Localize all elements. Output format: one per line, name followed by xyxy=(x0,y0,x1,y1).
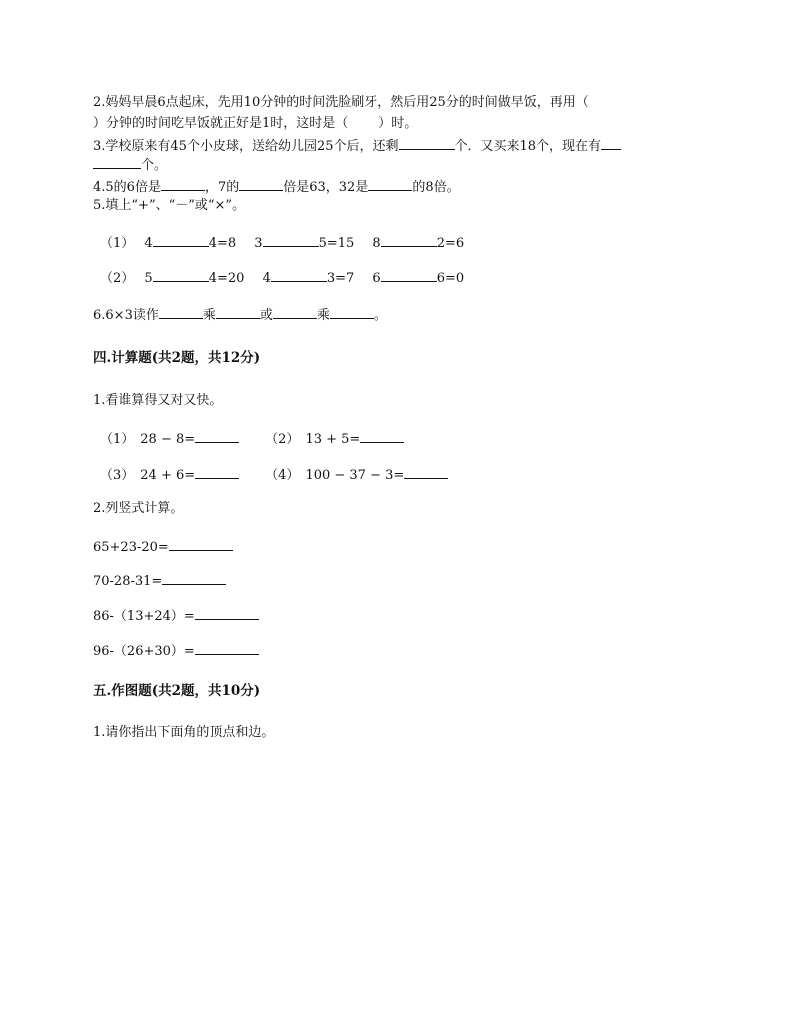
question-3-line-2 xyxy=(93,155,167,175)
question-4-text: ，7的 xyxy=(204,180,240,195)
answer-blank[interactable] xyxy=(399,136,455,150)
question-2-line-2 xyxy=(93,115,417,133)
operator-blank[interactable] xyxy=(271,268,327,282)
operand: 5 xyxy=(144,271,153,286)
question-5-text: 5.填上“+”、“－”或“×”。 xyxy=(93,198,246,213)
answer-blank[interactable] xyxy=(404,465,448,479)
section-heading-text: 四.计算题(共2题，共12分) xyxy=(93,350,261,366)
answer-blank[interactable] xyxy=(195,465,239,479)
section-4-heading xyxy=(93,349,260,367)
question-2-text: 2.妈妈早晨6点起床，先用10分钟的时间洗脸刷牙，然后用25分的时间做早饭，再用（ xyxy=(93,95,589,110)
question-2-text-end: ）时。 xyxy=(378,116,418,131)
row-label: （2） xyxy=(100,271,135,286)
expression: 96-（26+30）= xyxy=(93,644,195,659)
calc-1-row-2 xyxy=(100,465,448,485)
expression: 70-28-31= xyxy=(93,574,163,589)
item-label: （4） xyxy=(265,468,300,483)
draw-1-text: 1.请你指出下面角的顶点和边。 xyxy=(93,725,275,740)
answer-blank[interactable] xyxy=(601,136,621,150)
operand: 4=8 xyxy=(208,236,237,251)
question-6-text: 乘 xyxy=(316,308,330,323)
expression: 86-（13+24）= xyxy=(93,609,195,624)
question-3-text: 3.学校原来有45个小皮球，送给幼儿园25个后，还剩 xyxy=(93,139,399,154)
item-label: （3） xyxy=(100,468,135,483)
question-6-text: 或 xyxy=(259,308,273,323)
calc-1-title xyxy=(93,392,222,410)
question-5-title xyxy=(93,197,245,215)
item-label: （1） xyxy=(100,432,135,447)
expression: 28 − 8= xyxy=(140,432,196,447)
question-2-text-cont: ）分钟的时间吃早饭就正好是1时，这时是（ xyxy=(93,116,349,131)
answer-blank[interactable] xyxy=(216,305,260,319)
expression: 24 + 6= xyxy=(140,468,196,483)
operator-blank[interactable] xyxy=(381,233,437,247)
answer-blank[interactable] xyxy=(273,305,317,319)
question-4-text: 4.5的6倍是 xyxy=(93,180,161,195)
calc-2-text: 2.列竖式计算。 xyxy=(93,501,184,516)
answer-blank[interactable] xyxy=(360,429,404,443)
operand: 6 xyxy=(372,271,381,286)
question-3-text-cont: 个．又买来18个，现在有 xyxy=(454,139,602,154)
question-5-row-2 xyxy=(100,268,464,288)
question-5-row-1 xyxy=(100,233,464,253)
calc-2-item xyxy=(93,537,233,557)
calc-2-title xyxy=(93,500,183,518)
operand: 5=15 xyxy=(318,236,355,251)
answer-blank[interactable] xyxy=(195,429,239,443)
question-6-text: 6.6×3读作 xyxy=(93,308,159,323)
operand: 4=20 xyxy=(208,271,245,286)
operand: 8 xyxy=(372,236,381,251)
answer-blank[interactable] xyxy=(330,305,374,319)
calc-2-item xyxy=(93,641,259,661)
calc-2-item xyxy=(93,606,259,626)
answer-blank[interactable] xyxy=(169,537,233,551)
answer-blank[interactable] xyxy=(159,305,203,319)
section-5-heading xyxy=(93,682,260,700)
expression: 13 + 5= xyxy=(305,432,361,447)
answer-blank[interactable] xyxy=(195,641,259,655)
operand: 2=6 xyxy=(436,236,465,251)
operator-blank[interactable] xyxy=(153,268,209,282)
operator-blank[interactable] xyxy=(381,268,437,282)
question-6-text: 。 xyxy=(373,308,387,323)
question-3-line-1 xyxy=(93,136,621,156)
question-3-text-end: 个。 xyxy=(141,158,168,173)
answer-blank[interactable] xyxy=(239,177,283,191)
answer-blank[interactable] xyxy=(195,606,259,620)
question-2-line-1 xyxy=(93,94,589,112)
question-4-text: 的8倍。 xyxy=(412,180,460,195)
answer-blank[interactable] xyxy=(368,177,412,191)
question-4 xyxy=(93,177,460,197)
question-4-text: 倍是63，32是 xyxy=(283,180,369,195)
draw-1-title xyxy=(93,724,274,742)
operand: 4 xyxy=(144,236,153,251)
calc-1-text: 1.看谁算得又对又快。 xyxy=(93,393,223,408)
item-label: （2） xyxy=(265,432,300,447)
operand: 4 xyxy=(262,271,271,286)
operand: 3=7 xyxy=(326,271,355,286)
question-6-text: 乘 xyxy=(202,308,216,323)
expression: 100 − 37 − 3= xyxy=(305,468,405,483)
calc-1-row-1 xyxy=(100,429,404,449)
operand: 6=0 xyxy=(436,271,465,286)
answer-blank[interactable] xyxy=(93,155,141,169)
calc-2-item xyxy=(93,571,226,591)
section-heading-text: 五.作图题(共2题，共10分) xyxy=(93,683,261,699)
answer-blank[interactable] xyxy=(161,177,205,191)
row-label: （1） xyxy=(100,236,135,251)
question-6 xyxy=(93,305,387,325)
operator-blank[interactable] xyxy=(153,233,209,247)
operator-blank[interactable] xyxy=(263,233,319,247)
operand: 3 xyxy=(254,236,263,251)
expression: 65+23-20= xyxy=(93,540,169,555)
answer-blank[interactable] xyxy=(162,571,226,585)
